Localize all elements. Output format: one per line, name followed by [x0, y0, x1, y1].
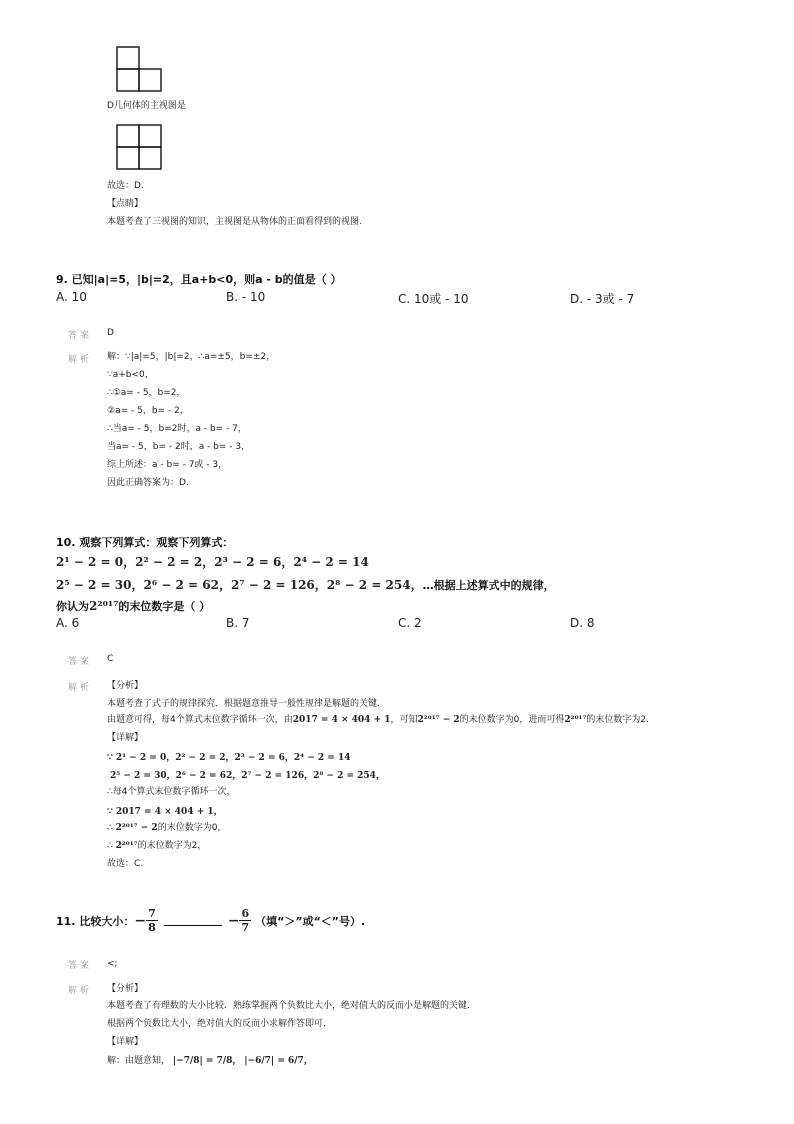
- q10-answer: C: [107, 654, 114, 664]
- math-segment: |−7/8| = 7/8，: [172, 1056, 242, 1066]
- text-segment: 的末位数字为2，: [137, 841, 207, 851]
- q11-analysis-line: 本题考查了有理数的大小比较．熟练掌握两个负数比大小，绝对值大的反而小是解题的关键．: [107, 1001, 477, 1011]
- q9-analysis-line: ∴当a= - 5，b=2时，a - b= - 7，: [107, 424, 247, 434]
- q10-detail-line: 故选：C.: [107, 859, 144, 869]
- q10-question-line: [56, 595, 210, 614]
- q10-formula-line-1: 2¹ − 2 = 0，2² − 2 = 2，2³ − 2 = 6，2⁴ − 2 = 14: [56, 555, 369, 569]
- text-segment: 由题意可得，每4个算式末位数字循环一次，由: [107, 715, 293, 725]
- q10-option-d: D. 8: [570, 616, 595, 630]
- q9-option-c: C. 10或 - 10: [398, 292, 469, 306]
- q9-answer: D: [107, 328, 114, 338]
- q10-formula-line-2-text: …根据上述算式中的规律，: [422, 579, 555, 592]
- figure-square: [117, 69, 139, 91]
- q9-analysis-label: 解析: [68, 355, 93, 365]
- d-caption: D几何体的主视图是: [107, 101, 186, 111]
- q10-analysis-line: 本题考查了式子的规律探究．根据题意推导一般性规律是解题的关键．: [107, 699, 387, 709]
- answer-choice-text: 故选：D.: [107, 181, 144, 191]
- q9-title: 9. 已知|a|=5，|b|=2，且a+b<0，则a - b的值是（ ）: [56, 273, 342, 286]
- q10-detail-line: [107, 840, 206, 853]
- q11-analysis-label: 解析: [68, 986, 93, 996]
- q9-analysis-line: 综上所述：a - b= - 7或 - 3，: [107, 460, 228, 470]
- q10-answer-label: 答案: [68, 657, 93, 667]
- answer-blank[interactable]: [164, 915, 222, 926]
- text-segment: 解：由题意知，: [107, 1056, 171, 1066]
- q9-option-a: A. 10: [56, 290, 87, 304]
- math-segment: |−6/7| = 6/7，: [244, 1056, 313, 1066]
- q11-analysis-head: 【分析】: [107, 984, 144, 994]
- q9-analysis-line: 因此正确答案为：D.: [107, 478, 189, 488]
- q10-analysis-label: 解析: [68, 683, 93, 693]
- q11-detail-line: [107, 1055, 313, 1068]
- q10-question-prefix: 你认为: [56, 600, 89, 613]
- q11-title: [56, 907, 365, 934]
- q11-title-suffix: （填“＞”或“＜”号）.: [255, 914, 366, 928]
- front-view-figure-d-grid: [116, 124, 164, 172]
- q9-answer-label: 答案: [68, 331, 93, 341]
- front-view-figure-l-shape: [116, 46, 164, 94]
- figure-square: [117, 47, 139, 69]
- math-segment: 2²⁰¹⁷: [564, 715, 587, 725]
- math-segment: 2²⁰¹⁷: [115, 841, 138, 851]
- q10-question-math: 2²⁰¹⁷: [89, 599, 119, 613]
- q9-analysis-line: ∵a+b<0，: [107, 370, 154, 380]
- q11-detail-head: 【详解】: [107, 1037, 144, 1047]
- text-segment: 的末位数字为2.: [586, 715, 650, 725]
- fraction-numerator: 6: [241, 907, 250, 920]
- text-segment: 的末位数字为0，进而可得: [459, 715, 565, 725]
- q10-option-b: B. 7: [226, 616, 250, 630]
- minus-sign: −: [134, 912, 147, 929]
- q9-analysis-line: 当a= - 5，b= - 2时，a - b= - 3，: [107, 442, 251, 452]
- q10-formula-line-2: [56, 574, 555, 593]
- q10-detail-head: 【详解】: [107, 733, 144, 743]
- q9-analysis-line: ∴①a= - 5，b=2，: [107, 388, 186, 398]
- q10-detail-line: [107, 822, 226, 835]
- q10-analysis-line: [107, 714, 649, 727]
- q10-title: 10. 观察下列算式：观察下列算式：: [56, 536, 234, 549]
- q9-option-b: B. - 10: [226, 290, 266, 304]
- q10-detail-line: ∵ 2017 = 4 × 404 + 1，: [107, 807, 223, 817]
- text-segment: ∴: [107, 841, 116, 851]
- fraction-denominator: 8: [148, 921, 156, 934]
- comment-text: 本题考查了三视图的知识，主视图是从物体的正面看得到的视图.: [107, 217, 362, 227]
- fraction-6-7: [239, 907, 251, 934]
- q10-option-a: A. 6: [56, 616, 80, 630]
- q10-detail-line: ∴每4个算式末位数字循环一次，: [107, 787, 236, 797]
- q11-title-prefix: 11. 比较大小：: [56, 914, 135, 928]
- q9-option-d: D. - 3或 - 7: [570, 292, 635, 306]
- q10-detail-line: 2⁵ − 2 = 30，2⁶ − 2 = 62，2⁷ − 2 = 126，2⁸ − 2 = 254，: [110, 771, 385, 781]
- fraction-7-8: [146, 907, 158, 934]
- q10-detail-line: ∵ 2¹ − 2 = 0，2² − 2 = 2，2³ − 2 = 6，2⁴ − 2 = 14: [107, 753, 351, 763]
- fraction-numerator: 7: [148, 907, 156, 920]
- q11-answer: <;: [107, 959, 118, 969]
- text-segment: ∴: [107, 823, 116, 833]
- q11-answer-label: 答案: [68, 961, 93, 971]
- q9-analysis-line: ②a= - 5，b= - 2，: [107, 406, 189, 416]
- q10-option-c: C. 2: [398, 616, 422, 630]
- q10-analysis-head: 【分析】: [107, 681, 144, 691]
- fraction-denominator: 7: [241, 921, 250, 934]
- math-segment: 2²⁰¹⁷ − 2: [115, 823, 158, 833]
- text-segment: ，可知: [390, 715, 418, 725]
- q10-formula-line-2-math: 2⁵ − 2 = 30，2⁶ − 2 = 62，2⁷ − 2 = 126，2⁸ − 2 = 254，: [56, 578, 423, 592]
- text-segment: 的末位数字为0，: [157, 823, 227, 833]
- q9-analysis-line: 解：∵|a|=5，|b|=2，∴a=±5，b=±2，: [107, 352, 276, 362]
- math-segment: 2017 = 4 × 404 + 1: [292, 715, 391, 725]
- figure-square: [139, 69, 161, 91]
- comment-label: 【点睛】: [107, 199, 144, 209]
- q10-question-suffix: 的末位数字是（ ）: [118, 600, 211, 613]
- minus-sign: −: [227, 912, 240, 929]
- math-segment: 2²⁰¹⁷ − 2: [417, 715, 460, 725]
- q11-analysis-line: 根据两个负数比大小，绝对值大的反而小求解作答即可．: [107, 1019, 333, 1029]
